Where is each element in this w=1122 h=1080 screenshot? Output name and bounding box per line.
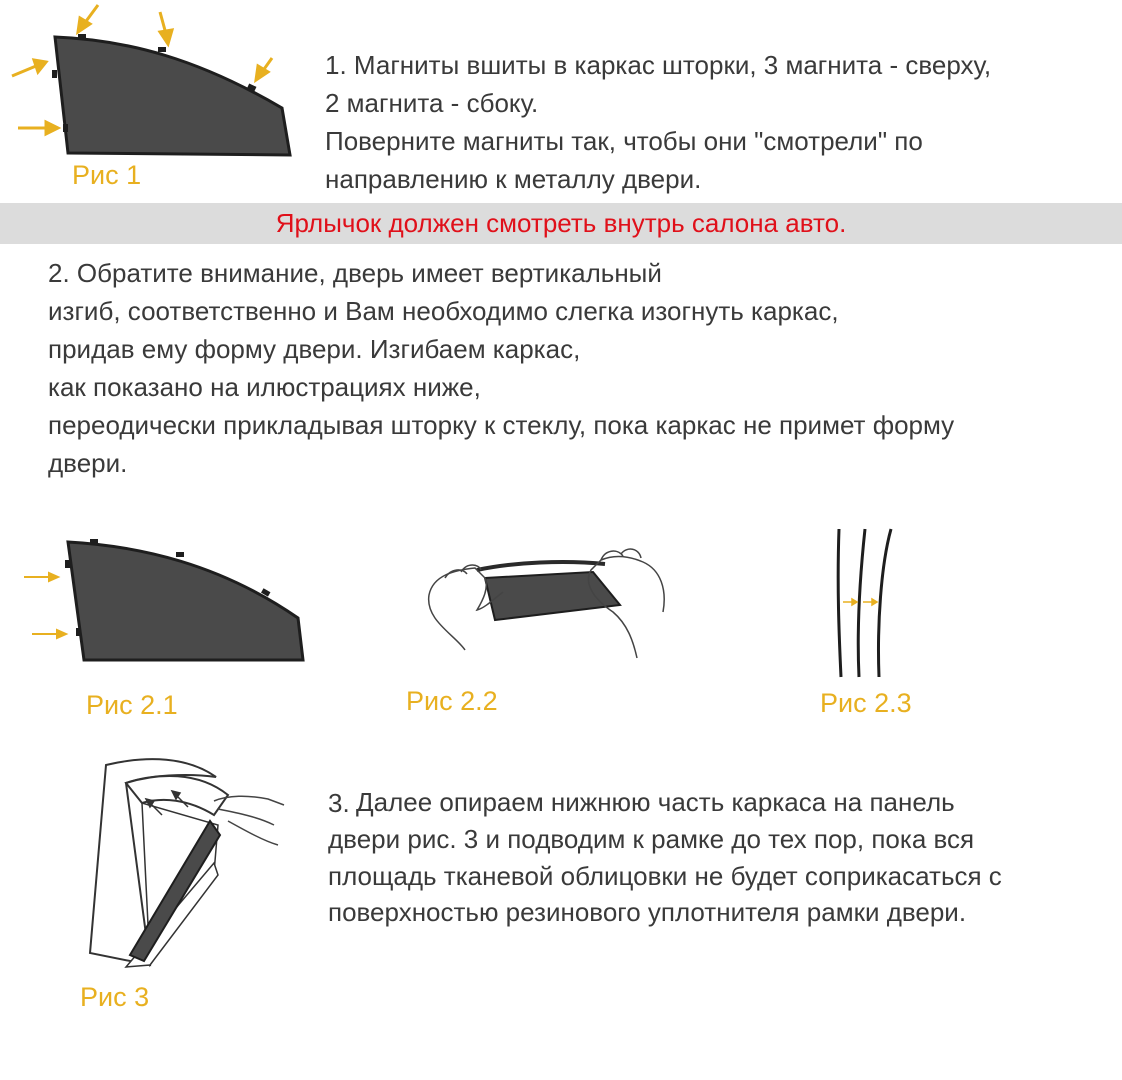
- figure-2-2-hands: [415, 540, 675, 660]
- figure-2-3-curves: [825, 525, 905, 685]
- step-2-line-3: придав ему форму двери. Изгибаем каркас,: [48, 334, 581, 364]
- step-1-line-2: 2 магнита - сбоку.: [325, 88, 539, 118]
- figure-2-3-caption: Рис 2.3: [820, 688, 912, 718]
- step-3-line-1: Далее опираем нижнюю часть каркаса на панель: [356, 787, 955, 817]
- step-2-line-4: как показано на илюстрациях ниже,: [48, 372, 481, 402]
- figure-3-caption: Рис 3: [80, 982, 150, 1012]
- figure-1-caption: Рис 1: [72, 160, 142, 190]
- step-1-line-4: направлению к металлу двери.: [325, 164, 702, 194]
- figure-3-door: [78, 755, 298, 975]
- step-2-line-5: переодически прикладывая шторку к стеклу, пока каркас не примет форму: [48, 410, 955, 440]
- step-3-line-2: двери рис. 3 и подводим к рамке до тех пор, пока вся: [328, 824, 975, 854]
- step-2-line-1: 2. Обратите внимание, дверь имеет вертикальный: [48, 258, 662, 288]
- step-1-line-1: 1. Магниты вшиты в каркас шторки, 3 магнита - сверху,: [325, 50, 992, 80]
- figure-2-1-shade: [0, 530, 310, 670]
- notice-text: Ярлычок должен смотреть внутрь салона авто.: [275, 208, 847, 238]
- step-3-line-3: площадь тканевой облицовки не будет соприкасаться с: [328, 861, 1002, 891]
- step-2-line-6: двери.: [48, 448, 128, 478]
- step-2-line-2: изгиб, соответственно и Вам необходимо слегка изогнуть каркас,: [48, 296, 839, 326]
- step-3-line-4: поверхностью резинового уплотнителя рамки двери.: [328, 897, 967, 927]
- step-3-number: 3.: [328, 788, 350, 818]
- step-1-line-3: Поверните магниты так, чтобы они "смотрели" по: [325, 126, 923, 156]
- figure-2-2-caption: Рис 2.2: [406, 686, 498, 716]
- figure-1-shade: [0, 0, 300, 170]
- figure-2-1-caption: Рис 2.1: [86, 690, 178, 720]
